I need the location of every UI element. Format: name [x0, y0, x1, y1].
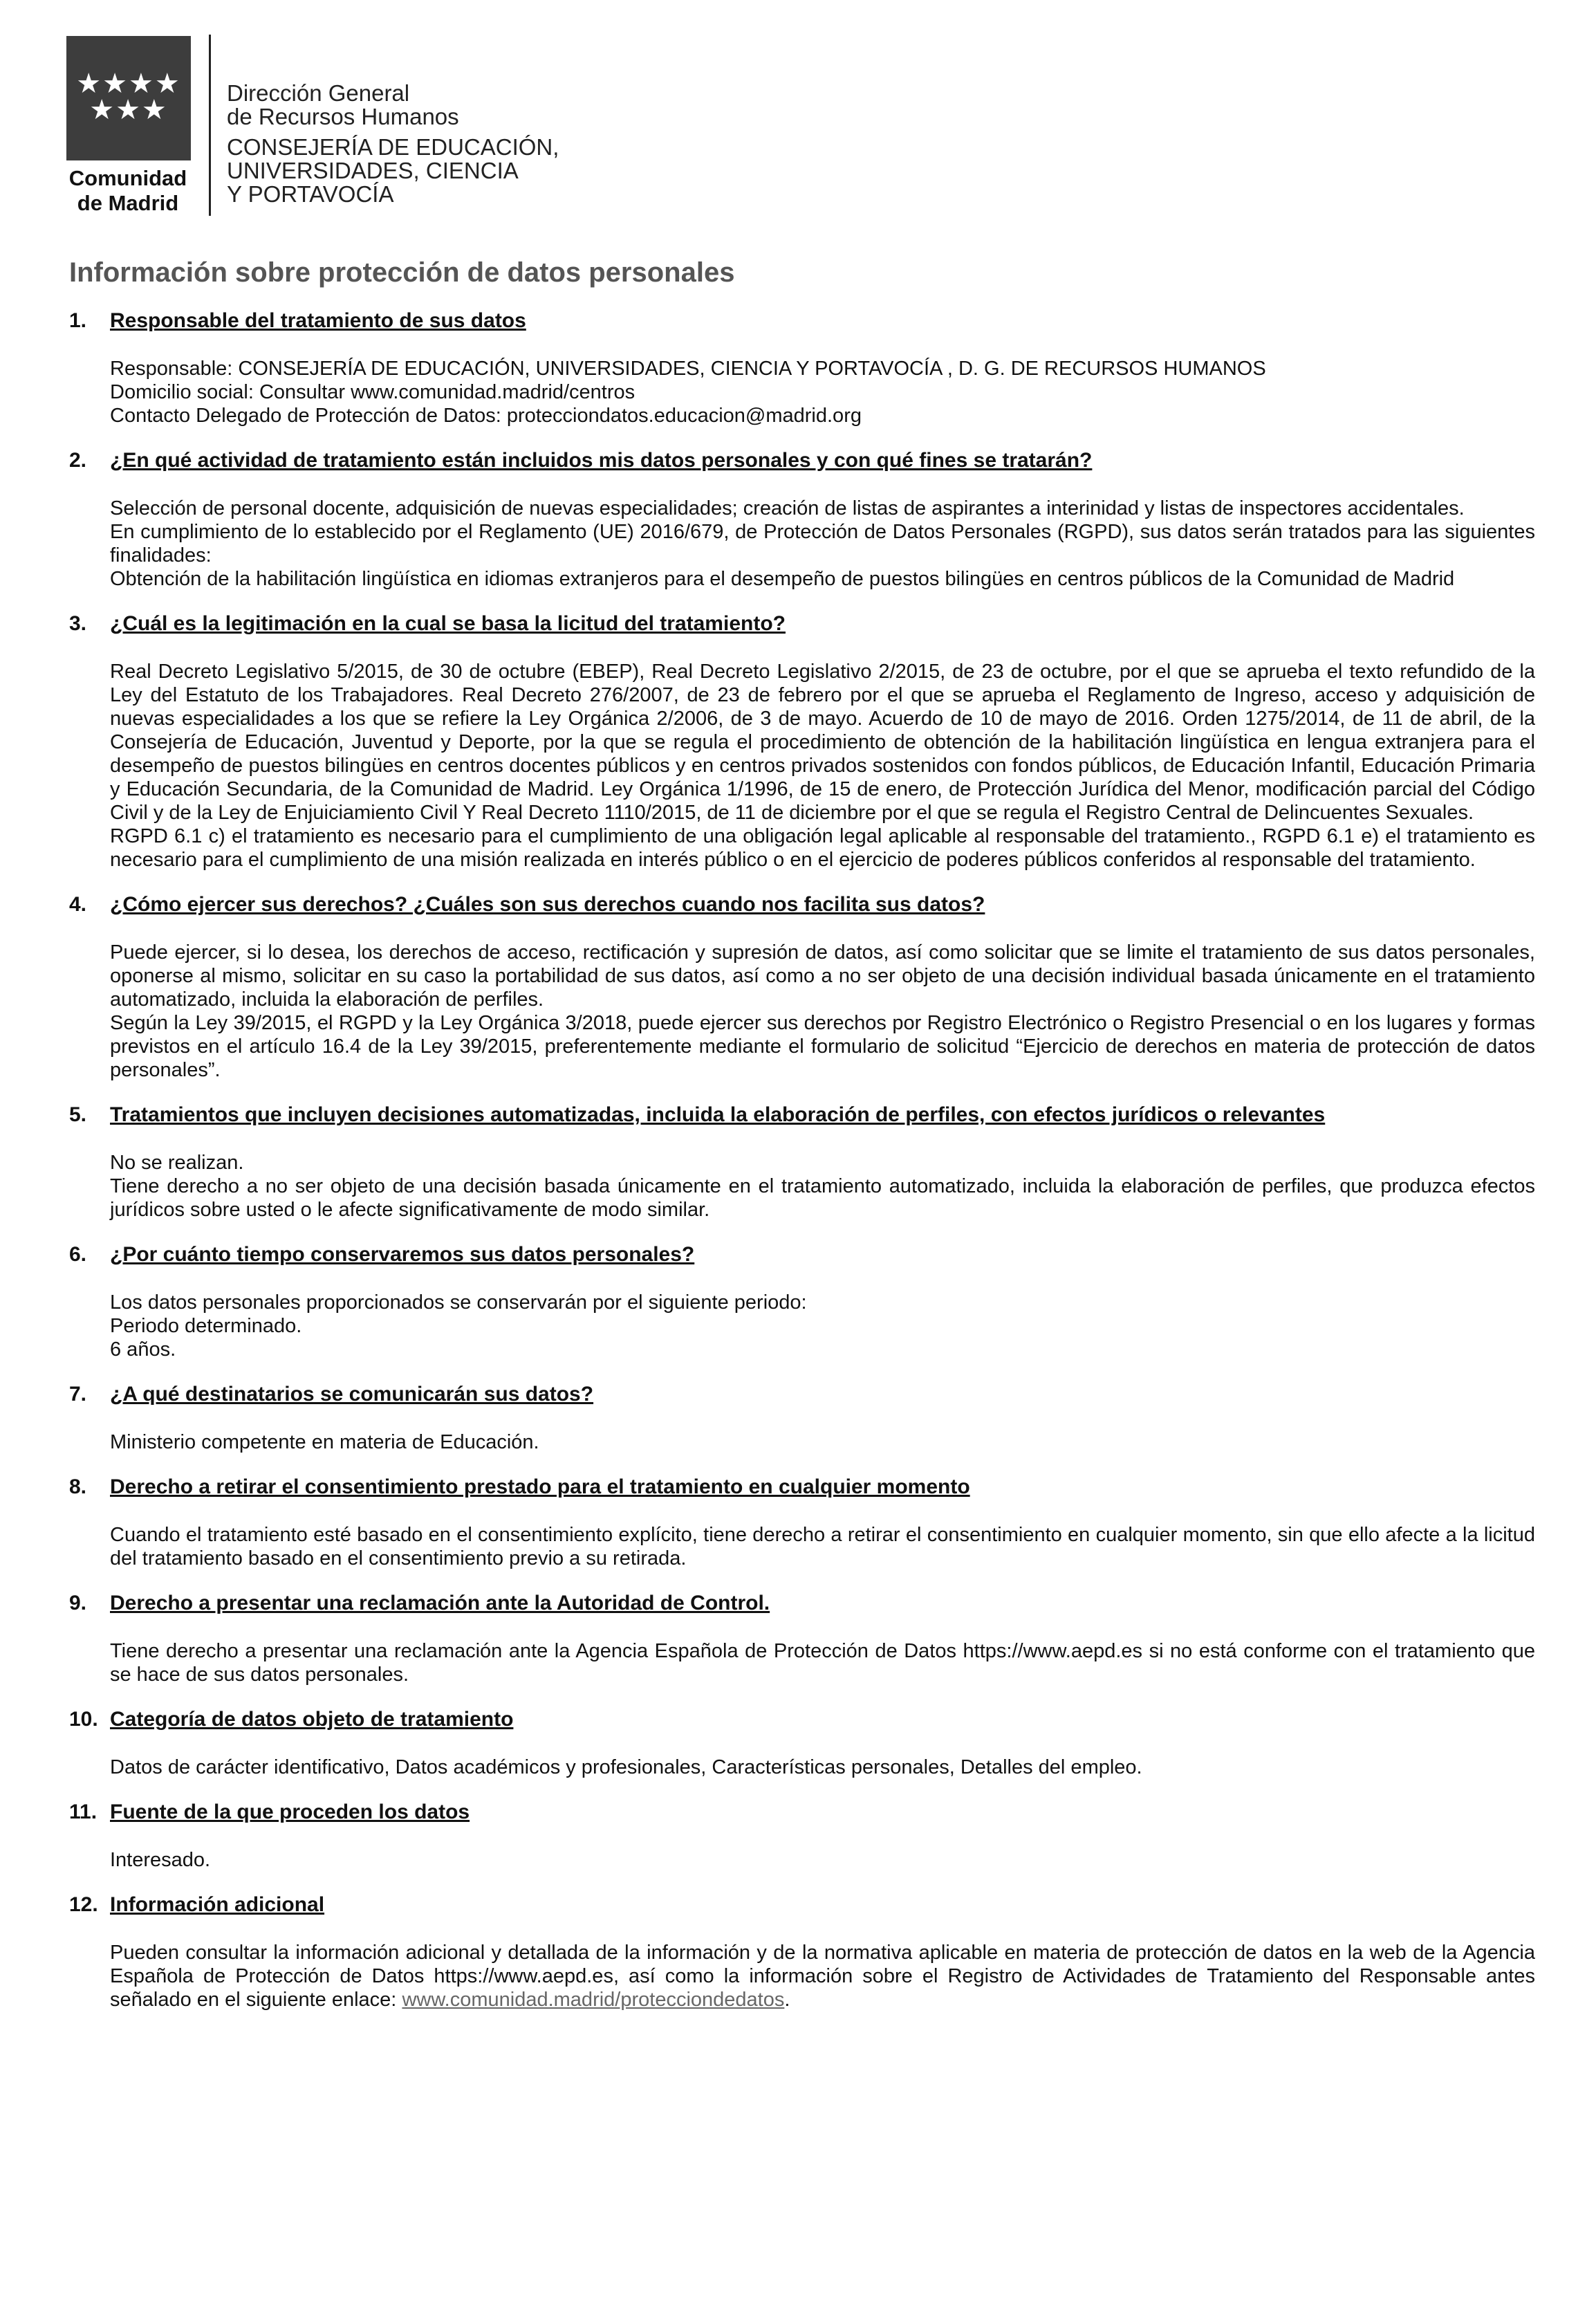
section-paragraph [110, 1639, 1535, 1686]
section-number: 6. [69, 1243, 87, 1266]
council-line3: Y PORTAVOCÍA [227, 181, 394, 207]
section-heading [69, 1475, 1535, 1500]
section-number: 12. [69, 1893, 98, 1916]
section-heading [69, 892, 1535, 917]
page-title: Información sobre protección de datos personales [69, 257, 735, 288]
section-heading [69, 309, 1535, 333]
section-5 [69, 1103, 1535, 1222]
protection-data-link[interactable]: www.comunidad.madrid/protecciondedatos [402, 1989, 785, 2011]
section-paragraph [110, 1175, 1535, 1222]
paragraph-text: Puede ejercer, si lo desea, los derechos de acceso, rectificación y supresión de datos, así como solicitar que se limite el tratamiento de sus datos personales, oponerse al mismo, solicitar en su caso la portabilidad de sus datos, así como a no ser objeto de una decisión individual basada únicamente en el tratamiento automatizado, incluida la elaboración de perfiles. [110, 941, 1535, 1011]
paragraph-text: Ministerio competente en materia de Educación. [110, 1431, 539, 1453]
stars-icon: ★★★★ ★★★ [76, 68, 181, 126]
dept-line1: Dirección General [227, 80, 410, 106]
paragraph-text: En cumplimiento de lo establecido por el Reglamento (UE) 2016/679, de Protección de Datos Personales (RGPD), sus datos serán tratados para las siguientes finalidades: [110, 521, 1535, 567]
section-10 [69, 1707, 1535, 1779]
section-heading [69, 1800, 1535, 1825]
section-title: ¿A qué destinatarios se comunicarán sus datos? [110, 1383, 594, 1406]
section-number: 10. [69, 1708, 98, 1731]
section-body [110, 1941, 1535, 2011]
link-trailing-text: . [784, 1989, 790, 2011]
section-6 [69, 1242, 1535, 1361]
section-paragraph [110, 1756, 1535, 1779]
paragraph-text: No se realizan. [110, 1152, 244, 1174]
paragraph-text: Real Decreto Legislativo 5/2015, de 30 de octubre (EBEP), Real Decreto Legislativo 2/2015, de 23 de octubre, por el que se aprueba el texto refundido de la Ley del Estatuto de los Trabajadores. Real Decreto 276/2007, de 23 de febrero por el que se aprueba el Reglamento de Ingreso, acceso y adquisición de nuevas especialidades a los que se refiere la Ley Orgánica 2/2006, de 3 de mayo. Acuerdo de 10 de mayo de 2016. Orden 1275/2014, de 11 de abril, de la Consejería de Educación, Juventud y Deporte, por la que se regula el procedimiento de obtención de la habilitación lingüística en lengua extranjera para el desempeño de puestos bilingües en centros docentes públicos y en centros privados sostenidos con fondos públicos, de Educación Infantil, Educación Primaria y Educación Secundaria, de la Comunidad de Madrid. Ley Orgánica 1/1996, de 15 de enero, de Protección Jurídica del Menor, modificación parcial del Código Civil y de la Ley de Enjuiciamiento Civil Y Real Decreto 1110/2015, de 11 de diciembre por el que se regula el Registro Central de Delincuentes Sexuales. [110, 661, 1535, 824]
section-title: Tratamientos que incluyen decisiones automatizadas, incluida la elaboración de perfiles, con efectos jurídicos o relevantes [110, 1103, 1326, 1126]
paragraph-text: Periodo determinado. [110, 1315, 302, 1337]
section-paragraph [110, 1291, 1535, 1314]
section-paragraph [110, 404, 1535, 427]
paragraph-text: Cuando el tratamiento esté basado en el consentimiento explícito, tiene derecho a retirar el consentimiento en cualquier momento, sin que ello afecte a la licitud del tratamiento basado en el consentimiento previo a su retirada. [110, 1524, 1535, 1569]
section-heading [69, 1103, 1535, 1127]
section-number: 3. [69, 612, 87, 635]
section-body [110, 1151, 1535, 1222]
section-number: 1. [69, 309, 87, 332]
section-4 [69, 892, 1535, 1082]
section-heading [69, 1382, 1535, 1407]
logo-name-line1: Comunidad [68, 166, 187, 190]
logo-wordmark [62, 166, 194, 216]
section-1 [69, 309, 1535, 427]
section-number: 5. [69, 1103, 87, 1126]
section-body [110, 1848, 1535, 1872]
paragraph-text: Interesado. [110, 1849, 211, 1871]
section-paragraph [110, 1523, 1535, 1570]
section-body [110, 660, 1535, 872]
section-paragraph [110, 660, 1535, 825]
section-paragraph [110, 567, 1535, 591]
section-9 [69, 1591, 1535, 1686]
section-heading [69, 1707, 1535, 1732]
section-paragraph [110, 520, 1535, 567]
section-number: 8. [69, 1475, 87, 1498]
section-title: Información adicional [110, 1893, 325, 1916]
section-body [110, 1291, 1535, 1361]
section-7 [69, 1382, 1535, 1454]
section-paragraph [110, 1314, 1535, 1338]
paragraph-text: Tiene derecho a no ser objeto de una decisión basada únicamente en el tratamiento automatizado, incluida la elaboración de perfiles, que produzca efectos jurídicos sobre usted o le afecte significativamente de modo similar. [110, 1175, 1535, 1221]
paragraph-text: Pueden consultar la información adicional y detallada de la información y de la normativa aplicable en materia de protección de datos en la web de la Agencia Española de Protección de Datos https://www.aepd.es, así como la información sobre el Registro de Actividades de Tratamiento del Responsable antes señalado en el siguiente enlace: [110, 1942, 1535, 2011]
section-body [110, 1639, 1535, 1686]
section-number: 9. [69, 1592, 87, 1614]
section-11 [69, 1800, 1535, 1872]
comunidad-madrid-logo [66, 36, 191, 160]
section-heading [69, 611, 1535, 636]
paragraph-text: Datos de carácter identificativo, Datos académicos y profesionales, Características personales, Detalles del empleo. [110, 1756, 1142, 1778]
section-body [110, 1430, 1535, 1454]
section-title: Responsable del tratamiento de sus datos [110, 309, 526, 332]
council-line1: CONSEJERÍA DE EDUCACIÓN, [227, 134, 559, 160]
section-paragraph [110, 1338, 1535, 1361]
section-paragraph [110, 941, 1535, 1011]
section-paragraph [110, 1430, 1535, 1454]
section-number: 2. [69, 449, 87, 472]
paragraph-text: Selección de personal docente, adquisición de nuevas especialidades; creación de listas de aspirantes a interinidad y listas de inspectores accidentales. [110, 497, 1465, 519]
sections-list [69, 309, 1535, 2032]
section-paragraph [110, 825, 1535, 872]
council-line2: UNIVERSIDADES, CIENCIA [227, 158, 519, 183]
section-paragraph [110, 1848, 1535, 1872]
section-8 [69, 1475, 1535, 1570]
section-heading [69, 1242, 1535, 1267]
section-paragraph [110, 1011, 1535, 1082]
section-body [110, 357, 1535, 427]
logo-name-line2: de Madrid [77, 191, 179, 215]
section-title: Derecho a presentar una reclamación ante la Autoridad de Control. [110, 1592, 770, 1614]
paragraph-text: Según la Ley 39/2015, el RGPD y la Ley Orgánica 3/2018, puede ejercer sus derechos por Registro Electrónico o Registro Presencial o en los lugares y formas previstos en el artículo 16.4 de la Ley 39/2015, preferentemente mediante el formulario de solicitud “Ejercicio de derechos en materia de protección de datos personales”. [110, 1012, 1535, 1081]
header-divider [209, 35, 211, 216]
section-body [110, 1523, 1535, 1570]
section-body [110, 1756, 1535, 1779]
paragraph-text: Los datos personales proporcionados se conservarán por el siguiente periodo: [110, 1291, 807, 1314]
paragraph-text: Contacto Delegado de Protección de Datos: protecciondatos.educacion@madrid.org [110, 405, 862, 427]
dept-line2: de Recursos Humanos [227, 104, 459, 129]
section-paragraph [110, 380, 1535, 404]
paragraph-text: Responsable: CONSEJERÍA DE EDUCACIÓN, UNIVERSIDADES, CIENCIA Y PORTAVOCÍA , D. G. DE RECURSOS HUMANOS [110, 358, 1266, 380]
section-paragraph [110, 497, 1535, 520]
section-title: ¿Por cuánto tiempo conservaremos sus datos personales? [110, 1243, 695, 1266]
section-title: ¿En qué actividad de tratamiento están incluidos mis datos personales y con qué fines se tratarán? [110, 449, 1093, 472]
section-title: ¿Cómo ejercer sus derechos? ¿Cuáles son sus derechos cuando nos facilita sus datos? [110, 893, 985, 916]
section-number: 7. [69, 1383, 87, 1406]
section-heading [69, 1591, 1535, 1616]
section-title: ¿Cuál es la legitimación en la cual se basa la licitud del tratamiento? [110, 612, 786, 635]
section-3 [69, 611, 1535, 872]
paragraph-text: Obtención de la habilitación lingüística en idiomas extranjeros para el desempeño de puestos bilingües en centros públicos de la Comunidad de Madrid [110, 568, 1455, 590]
paragraph-text: 6 años. [110, 1338, 176, 1361]
section-title: Derecho a retirar el consentimiento prestado para el tratamiento en cualquier momento [110, 1475, 970, 1498]
section-heading [69, 448, 1535, 473]
section-paragraph [110, 1941, 1535, 2011]
section-paragraph [110, 1151, 1535, 1175]
paragraph-text: Tiene derecho a presentar una reclamación ante la Agencia Española de Protección de Datos https://www.aepd.es si no está conforme con el tratamiento que se hace de sus datos personales. [110, 1640, 1535, 1686]
header-department [227, 82, 559, 206]
section-12 [69, 1893, 1535, 2011]
section-title: Fuente de la que proceden los datos [110, 1801, 470, 1823]
section-body [110, 497, 1535, 591]
section-heading [69, 1893, 1535, 1917]
section-number: 11. [69, 1801, 98, 1823]
section-paragraph [110, 357, 1535, 380]
section-body [110, 941, 1535, 1082]
paragraph-text: Domicilio social: Consultar www.comunidad.madrid/centros [110, 381, 635, 403]
section-number: 4. [69, 893, 87, 916]
paragraph-text: RGPD 6.1 c) el tratamiento es necesario para el cumplimiento de una obligación legal aplicable al responsable del tratamiento., RGPD 6.1 e) el tratamiento es necesario para el cumplimiento de una misión realizada en interés público o en el ejercicio de poderes públicos conferidos al responsable del tratamiento. [110, 825, 1535, 871]
section-title: Categoría de datos objeto de tratamiento [110, 1708, 514, 1731]
section-2 [69, 448, 1535, 591]
